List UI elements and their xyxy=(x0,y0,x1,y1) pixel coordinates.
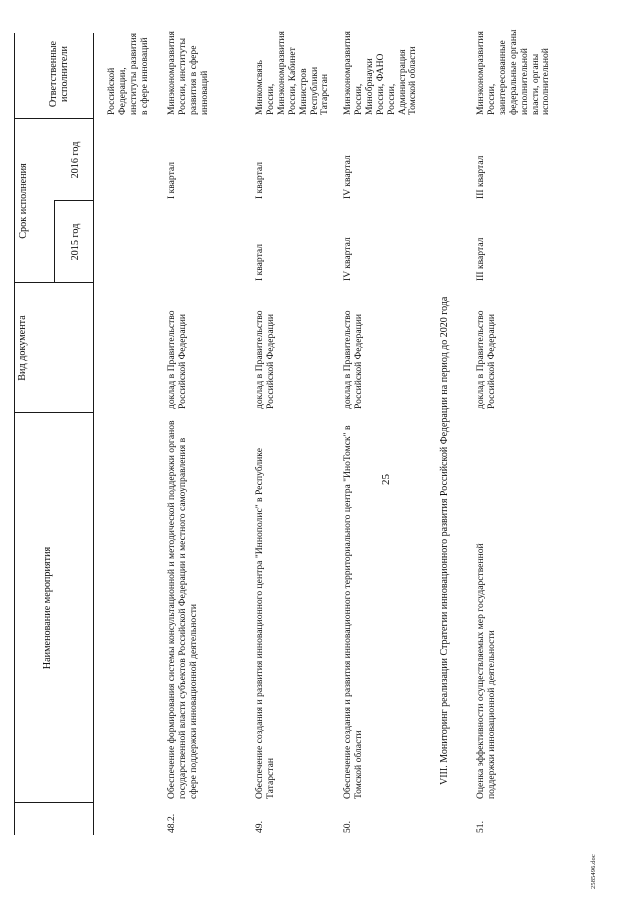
row-executors: Минкомсвязь России, Минэкономразвития России, Кабинет Министров Республики Татарстан xyxy=(254,31,331,115)
row-term-2015: I квартал xyxy=(254,243,265,281)
row-name: Обеспечение создания и развития инновационного территориального центра "ИноТомск" в Томской области xyxy=(342,425,364,799)
header-doc-type: Вид документа xyxy=(17,315,28,381)
term-sub-rule xyxy=(54,201,55,283)
row-executors: Минэкономразвития России, институты развития в сфере инноваций xyxy=(166,31,210,115)
row-doc-type: доклад в Правительство Российской Федерации xyxy=(166,310,188,409)
row-name: Обеспечение создания и развития инновационного центра "Иннополис" в Республике Татарстан xyxy=(254,448,276,799)
header-name: Наименование мероприятия xyxy=(42,546,53,670)
row-name: Обеспечение формирования системы консультационной и методической поддержки органов государственной власти субъектов Российской Федерации и местного самоуправления в сфере поддержки инновационной деятельности xyxy=(166,420,199,799)
row-term-2016: I квартал xyxy=(254,161,265,199)
header-bottom-rule xyxy=(93,33,94,835)
row-number: 48.2. xyxy=(166,813,177,833)
row-number: 49. xyxy=(254,821,265,833)
col-sep-num xyxy=(14,802,94,803)
section-heading: VIII. Мониторинг реализации Стратегии инновационного развития Российской Федерации на период до 2020 года xyxy=(439,296,450,785)
header-executors: Ответственные исполнители xyxy=(48,40,71,108)
row-executors: Минэкономразвития России, заинтересованные федеральные органы исполнительной власти, органы исполнительной xyxy=(475,29,552,115)
header-2015: 2015 год xyxy=(70,223,81,261)
row-number: 50. xyxy=(342,821,353,833)
row-number: 51. xyxy=(475,821,486,833)
header-term-group: Срок исполнения xyxy=(18,163,29,239)
row-doc-type: доклад в Правительство Российской Федерации xyxy=(342,310,364,409)
header-2016: 2016 год xyxy=(70,141,81,179)
header-top-rule xyxy=(14,33,15,835)
row-term-2015: III квартал xyxy=(475,237,486,281)
continuation-executors: Российской Федерации, институты развития в сфере инноваций xyxy=(106,32,150,115)
row-term-2016: IV квартал xyxy=(342,155,353,199)
row-doc-type: доклад в Правительство Российской Федерации xyxy=(254,310,276,409)
row-executors: Минэкономразвития России, Минобрнауки России, ФАНО России, Администрация Томской области xyxy=(342,31,419,115)
row-name: Оценка эффективности осуществляемых мер государственной поддержки инновационной деятельности xyxy=(475,543,497,799)
row-doc-type: доклад в Правительство Российской Федерации xyxy=(475,310,497,409)
footer-file-code: 2585496.doc xyxy=(590,854,597,889)
row-term-2015: IV квартал xyxy=(342,237,353,281)
row-term-2016: III квартал xyxy=(475,155,486,199)
row-term-2016: I квартал xyxy=(166,161,177,199)
page-number: 25 xyxy=(380,474,392,485)
